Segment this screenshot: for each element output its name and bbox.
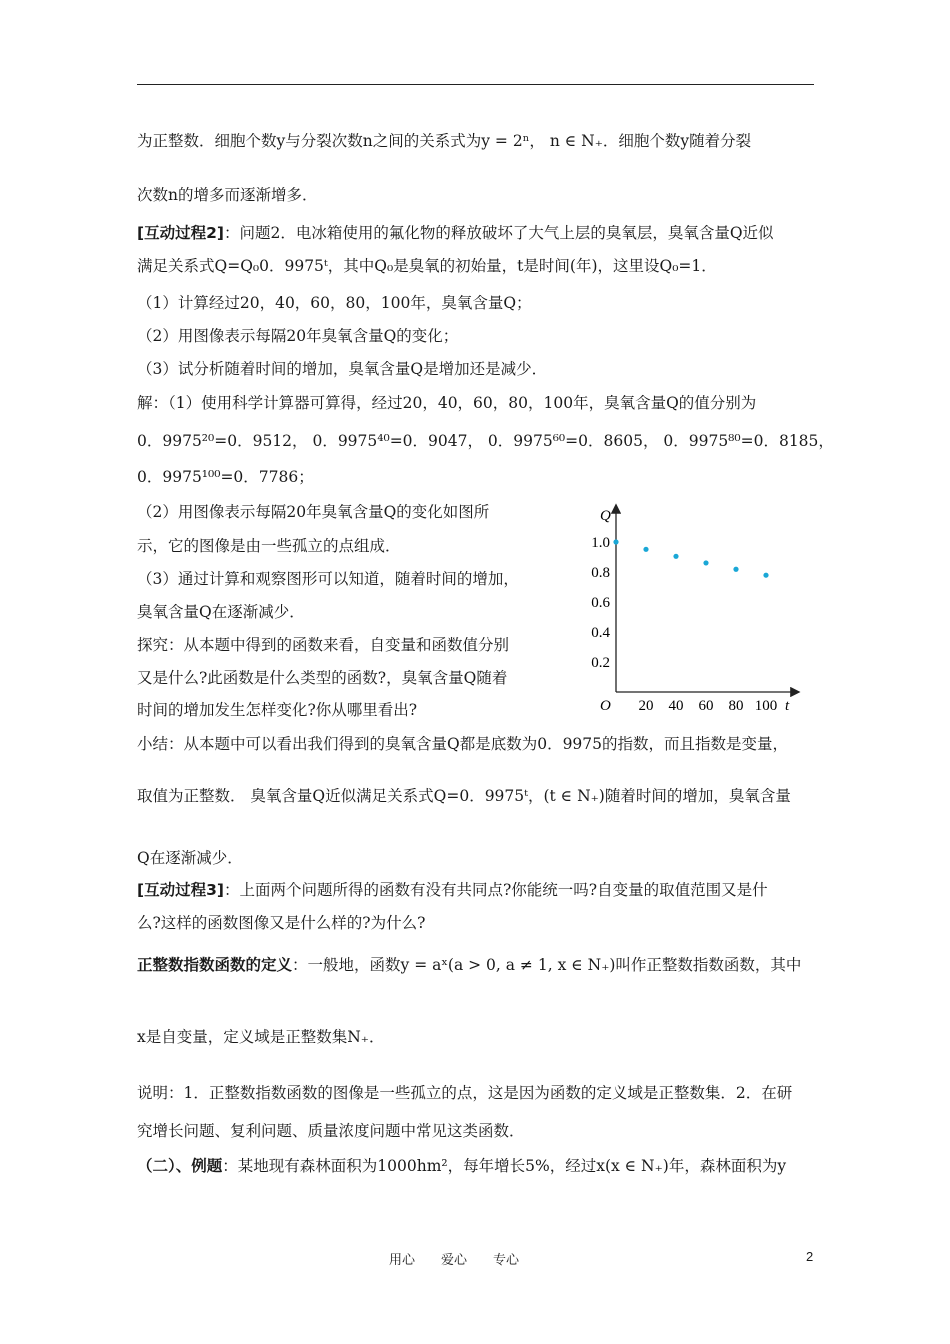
x-axis-label: t xyxy=(785,698,790,714)
text-line-18: 小结：从本题中可以看出我们得到的臭氧含量Q都是底数为0．9975的指数，而且指数是变量， xyxy=(137,735,789,753)
text-line-4: 满足关系式Q=Q₀0．9975ᵗ，其中Q₀是臭氧的初始量，t是时间(年)，这里设Q₀=1． xyxy=(137,257,717,275)
y-tick-label: 0.8 xyxy=(591,565,610,581)
data-point xyxy=(703,560,708,565)
y-tick-label: 1.0 xyxy=(591,535,610,551)
section-label: [互动过程2] xyxy=(137,224,224,242)
text-line-14: 臭氧含量Q在逐渐减少． xyxy=(137,603,305,621)
text-line-12: 示，它的图像是由一些孤立的点组成． xyxy=(137,537,401,555)
data-point xyxy=(733,567,738,572)
text-line-21: [互动过程3]：上面两个问题所得的函数有没有共同点?你能统一吗?自变量的取值范围又是什 xyxy=(137,881,768,899)
text-line-19: 取值为正整数． 臭氧含量Q近似满足关系式Q=0．9975ᵗ，(t ∈ N₊)随着时间的增加，臭氧含量 xyxy=(137,787,791,805)
text-line-3: [互动过程2]：问题2．电冰箱使用的氟化物的释放破坏了大气上层的臭氧层，臭氧含量Q近似 xyxy=(137,224,774,242)
data-point xyxy=(643,547,648,552)
data-point xyxy=(673,554,678,559)
section-label: （二）、例题 xyxy=(137,1157,223,1175)
text-line-22: 么?这样的函数图像又是什么样的?为什么? xyxy=(137,914,426,932)
text-line-27: （二）、例题：某地现有森林面积为1000hm²，每年增长5%，经过x(x ∈ N₊)年，森林面积为y xyxy=(137,1157,787,1175)
x-tick-label: 60 xyxy=(698,698,714,714)
text-line-15: 探究：从本题中得到的函数来看，自变量和函数值分别 xyxy=(137,636,510,654)
text-line-9: 0．9975²⁰=0．9512， 0．9975⁴⁰=0．9047， 0．9975⁶⁰=0．8605， 0．9975⁸⁰=0．8185， xyxy=(137,432,834,450)
text-line-10: 0．9975¹⁰⁰=0．7786； xyxy=(137,468,314,486)
text-line-5: （1）计算经过20，40，60，80，100年，臭氧含量Q； xyxy=(137,294,532,312)
x-tick-label: 100 xyxy=(754,698,778,714)
footer-slogan: 用心 爱心 专心 xyxy=(389,1253,520,1268)
text-line-11: （2）用图像表示每隔20年臭氧含量Q的变化如图所 xyxy=(137,503,490,521)
text-line-24: x是自变量，定义域是正整数集N₊． xyxy=(137,1028,385,1046)
y-tick-label: 0.6 xyxy=(591,595,610,611)
text-line-6: （2）用图像表示每隔20年臭氧含量Q的变化； xyxy=(137,327,459,345)
y-tick-label: 0.2 xyxy=(591,655,610,671)
text-line-7: （3）试分析随着时间的增加，臭氧含量Q是增加还是减少． xyxy=(137,360,548,378)
page-number: 2 xyxy=(806,1249,814,1264)
definition-label: 正整数指数函数的定义 xyxy=(137,956,293,974)
y-axis-label: Q xyxy=(600,508,611,524)
y-tick-label: 0.4 xyxy=(591,625,610,641)
text-line-26: 究增长问题、复利问题、质量浓度问题中常见这类函数． xyxy=(137,1122,525,1140)
text-line-17: 时间的增加发生怎样变化?你从哪里看出? xyxy=(137,701,418,719)
header-rule xyxy=(137,84,814,85)
text-line-20: Q在逐渐减少． xyxy=(137,849,243,867)
origin-label: O xyxy=(600,698,611,714)
text-line-23: 正整数指数函数的定义：一般地，函数y = aˣ(a > 0, a ≠ 1, x ∈ N₊)叫作正整数指数函数，其中 xyxy=(137,956,802,974)
data-point xyxy=(763,573,768,578)
text-line-8: 解：（1）使用科学计算器可算得，经过20，40，60，80，100年，臭氧含量Q的值分别为 xyxy=(137,394,757,412)
x-tick-label: 20 xyxy=(638,698,654,714)
data-point xyxy=(613,539,618,544)
text-line-1: 为正整数．细胞个数y与分裂次数n之间的关系式为y = 2ⁿ， n ∈ N₊．细胞个数y随着分裂 xyxy=(137,132,752,150)
ozone-scatter-chart xyxy=(580,498,810,720)
x-tick-label: 80 xyxy=(728,698,744,714)
text-line-13: （3）通过计算和观察图形可以知道，随着时间的增加， xyxy=(137,570,519,588)
x-tick-label: 40 xyxy=(668,698,684,714)
text-line-25: 说明：1．正整数指数函数的图像是一些孤立的点，这是因为函数的定义域是正整数集．2．在研 xyxy=(137,1084,793,1102)
text-line-2: 次数n的增多而逐渐增多． xyxy=(137,186,318,204)
section-label: [互动过程3] xyxy=(137,881,224,899)
text-line-16: 又是什么?此函数是什么类型的函数?，臭氧含量Q随着 xyxy=(137,669,508,687)
